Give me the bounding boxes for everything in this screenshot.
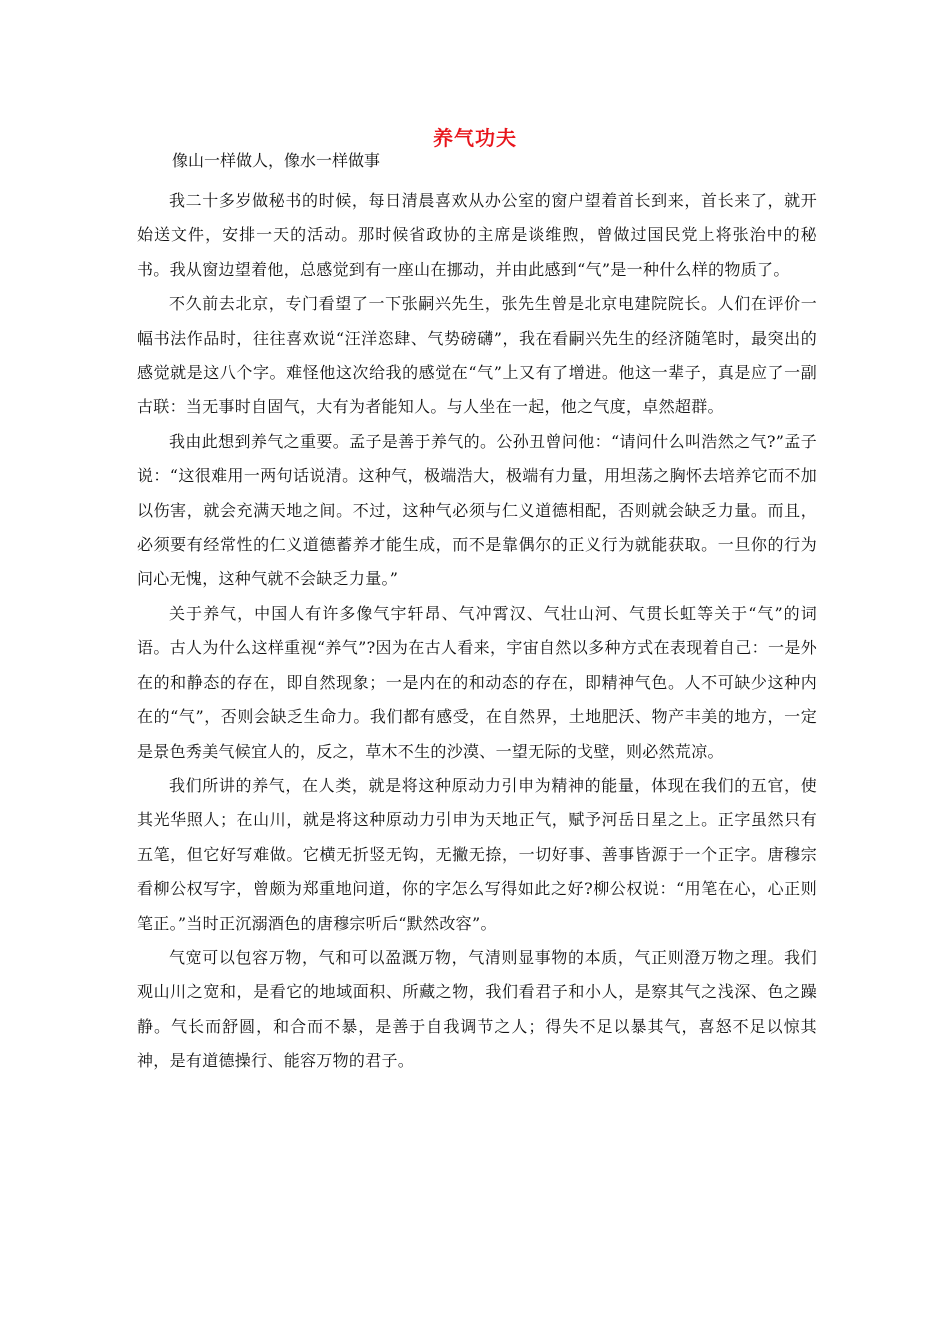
paragraph: 关于养气，中国人有许多像气宇轩昂、气冲霄汉、气壮山河、气贯长虹等关于“气”的词语。古人为什么这样重视“养气”?因为在古人看来，宇宙自然以多种方式在表现着自己：一是外在的和静态的存在，即自然现象；一是内在的和动态的存在，即精神气色。人不可缺少这种内在的“气”，否则会缺乏生命力。我们都有感受，在自然界，土地肥沃、物产丰美的地方，一定是景色秀美气候宜人的，反之，草木不生的沙漠、一望无际的戈壁，则必然荒凉。 [137,603,817,761]
paragraph: 我二十多岁做秘书的时候，每日清晨喜欢从办公室的窗户望着首长到来，首长来了，就开始送文件，安排一天的活动。那时候省政协的主席是谈维煦，曾做过国民党上将张治中的秘书。我从窗边望着他，总感觉到有一座山在挪动，并由此感到“气”是一种什么样的物质了。 [137,191,817,279]
document-subtitle: 像山一样做人，像水一样做事 [172,151,381,170]
paragraph: 不久前去北京，专门看望了一下张嗣兴先生，张先生曾是北京电建院院长。人们在评价一幅书法作品时，往往喜欢说“汪洋恣肆、气势磅礴”，我在看嗣兴先生的经济随笔时，最突出的感觉就是这八个字。难怪他这次给我的感觉在“气”上又有了增进。他这一辈子，真是应了一副古联：当无事时自固气，大有为者能知人。与人坐在一起，他之气度，卓然超群。 [137,294,817,417]
document-body [137,184,817,1079]
document-title: 养气功夫 [433,126,517,150]
paragraph: 气宽可以包容万物，气和可以盈溉万物，气清则显事物的本质，气正则澄万物之理。我们观山川之宽和，是看它的地域面积、所藏之物，我们看君子和小人，是察其气之浅深、色之躁静。气长而舒圆，和合而不暴，是善于自我调节之人；得失不足以暴其气，喜怒不足以惊其神，是有道德操行、能容万物的君子。 [137,947,817,1071]
paragraph: 我由此想到养气之重要。孟子是善于养气的。公孙丑曾问他：“请问什么叫浩然之气?”孟子说：“这很难用一两句话说清。这种气，极端浩大，极端有力量，用坦荡之胸怀去培养它而不加以伤害，就会充满天地之间。不过，这种气必须与仁义道德相配，否则就会缺乏力量。而且，必须要有经常性的仁义道德蓄养才能生成，而不是靠偶尔的正义行为就能获取。一旦你的行为问心无愧，这种气就不会缺乏力量。” [137,431,817,589]
paragraph: 我们所讲的养气，在人类，就是将这种原动力引申为精神的能量，体现在我们的五官，使其光华照人；在山川，就是将这种原动力引申为天地正气，赋予河岳日星之上。正字虽然只有五笔，但它好写难做。它横无折竖无钩，无撇无捺，一切好事、善事皆源于一个正字。唐穆宗看柳公权写字，曾颇为郑重地问道，你的字怎么写得如此之好?柳公权说：“用笔在心，心正则笔正。”当时正沉溺酒色的唐穆宗听后“默然改容”。 [137,775,817,933]
